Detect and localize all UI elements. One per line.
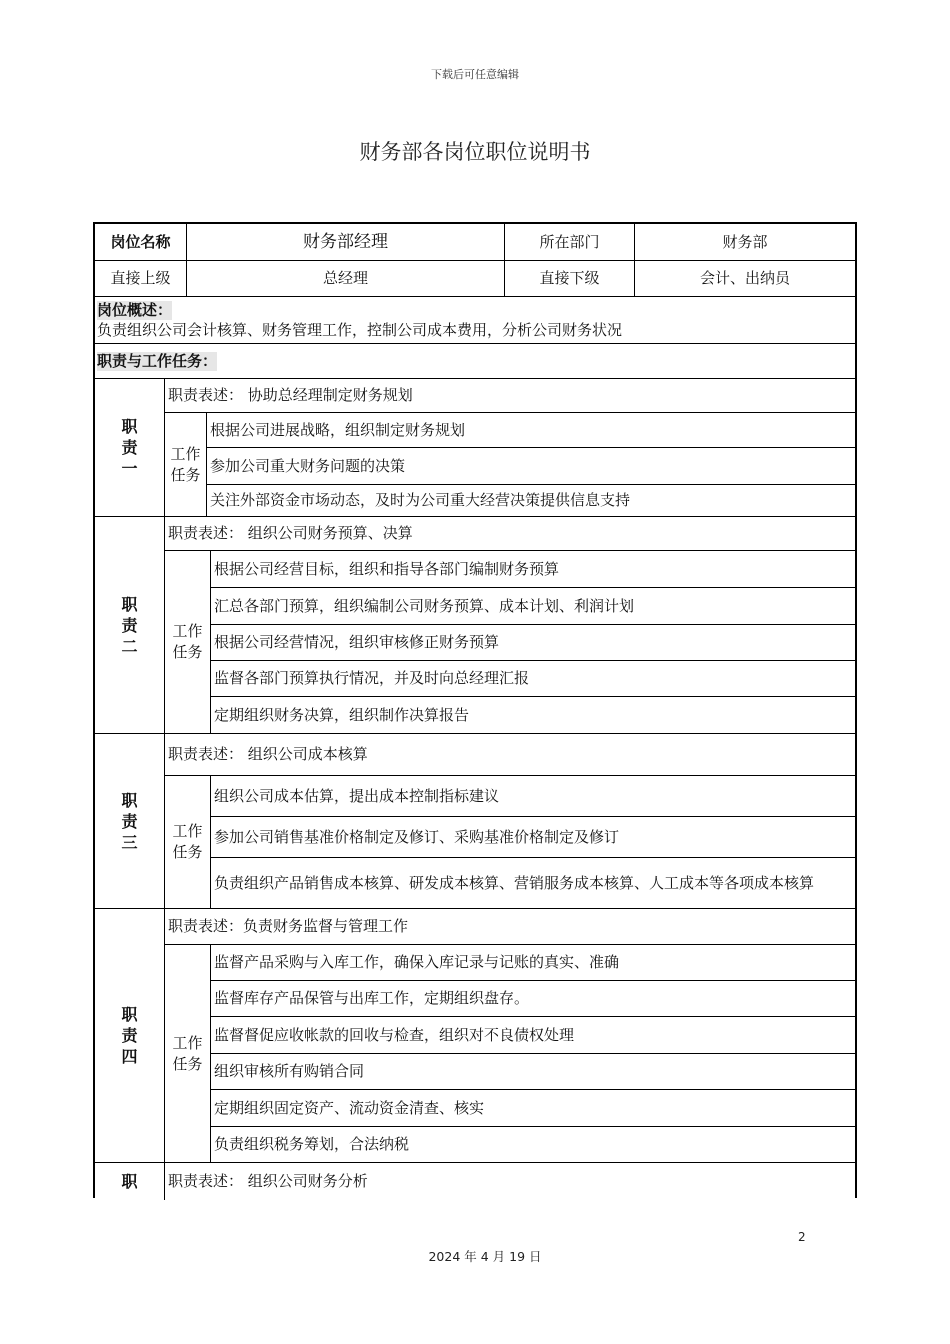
duty-2-task-3: 根据公司经营情况，组织审核修正财务预算	[210, 624, 855, 660]
duty-1-task-3: 关注外部资金市场动态，及时为公司重大经营决策提供信息支持	[206, 484, 855, 516]
duty-4-task-5: 定期组织固定资产、流动资金清查、核实	[210, 1089, 855, 1126]
position-name-value: 财务部经理	[186, 224, 504, 260]
duty-3-statement: 职责表述： 组织公司成本核算	[164, 733, 855, 775]
duty-4-task-1: 监督产品采购与入库工作，确保入库记录与记账的真实、准确	[210, 944, 855, 980]
duty-2-task-4: 监督各部门预算执行情况，并及时向总经理汇报	[210, 660, 855, 696]
duty-3-task-1: 组织公司成本估算，提出成本控制指标建议	[210, 775, 855, 816]
direct-subordinate-value: 会计、出纳员	[634, 260, 855, 296]
duty-4-statement: 职责表述：负责财务监督与管理工作	[164, 908, 855, 944]
duty-1-statement: 职责表述： 协助总经理制定财务规划	[164, 378, 855, 412]
overview-section	[95, 296, 855, 343]
direct-superior-value: 总经理	[186, 260, 504, 296]
duty-4-task-2: 监督库存产品保管与出库工作，定期组织盘存。	[210, 980, 855, 1016]
duties-heading	[95, 343, 855, 378]
document-title: 财务部各岗位职位说明书	[359, 140, 591, 164]
duty-5-name: 职	[95, 1162, 164, 1200]
duties-heading-text: 职责与工作任务：	[97, 351, 218, 370]
duty-2-task-5: 定期组织财务决算，组织制作决算报告	[210, 696, 855, 733]
job-description-table	[93, 222, 857, 1198]
duty-1-task-2: 参加公司重大财务问题的决策	[206, 447, 855, 484]
direct-subordinate-label: 直接下级	[504, 260, 634, 296]
duty-4-task-6: 负责组织税务筹划，合法纳税	[210, 1126, 855, 1162]
duty-2-name: 职 责 二	[95, 516, 164, 733]
duty-1-name: 职 责 一	[95, 378, 164, 516]
header-note: 下载后可任意编辑	[431, 68, 519, 81]
duty-4-task-3: 监督督促应收帐款的回收与检查，组织对不良债权处理	[210, 1016, 855, 1053]
duty-3-task-2: 参加公司销售基准价格制定及修订、采购基准价格制定及修订	[210, 816, 855, 857]
position-name-label: 岗位名称	[110, 232, 171, 251]
duty-2-task-1: 根据公司经营目标，组织和指导各部门编制财务预算	[210, 550, 855, 587]
duty-3-name: 职 责 三	[95, 733, 164, 908]
overview-label: 岗位概述：	[97, 301, 173, 319]
duty-4-tasks-label: 工作 任务	[164, 944, 210, 1162]
footer-date: 2024 年 4 月 19 日	[428, 1249, 542, 1264]
duty-4-task-4: 组织审核所有购销合同	[210, 1053, 855, 1089]
duty-3-task-3: 负责组织产品销售成本核算、研发成本核算、营销服务成本核算、人工成本等各项成本核算	[210, 857, 855, 908]
duty-5-statement: 职责表述： 组织公司财务分析	[164, 1162, 855, 1200]
duty-2-statement: 职责表述： 组织公司财务预算、决算	[164, 516, 855, 550]
department-label: 所在部门	[504, 224, 634, 260]
direct-superior-label: 直接上级	[95, 260, 186, 296]
duty-1-tasks-label: 工作 任务	[164, 412, 206, 516]
duty-4-name: 职 责 四	[95, 908, 164, 1162]
duty-3-tasks-label: 工作 任务	[164, 775, 210, 908]
duty-2-tasks-label: 工作 任务	[164, 550, 210, 733]
duty-2-task-2: 汇总各部门预算，组织编制公司财务预算、成本计划、利润计划	[210, 587, 855, 624]
page-number: 2	[798, 1230, 806, 1244]
overview-text: 负责组织公司会计核算、财务管理工作，控制公司成本费用，分析公司财务状况	[97, 321, 623, 339]
duty-1-task-1: 根据公司进展战略，组织制定财务规划	[206, 412, 855, 447]
department-value: 财务部	[634, 224, 855, 260]
